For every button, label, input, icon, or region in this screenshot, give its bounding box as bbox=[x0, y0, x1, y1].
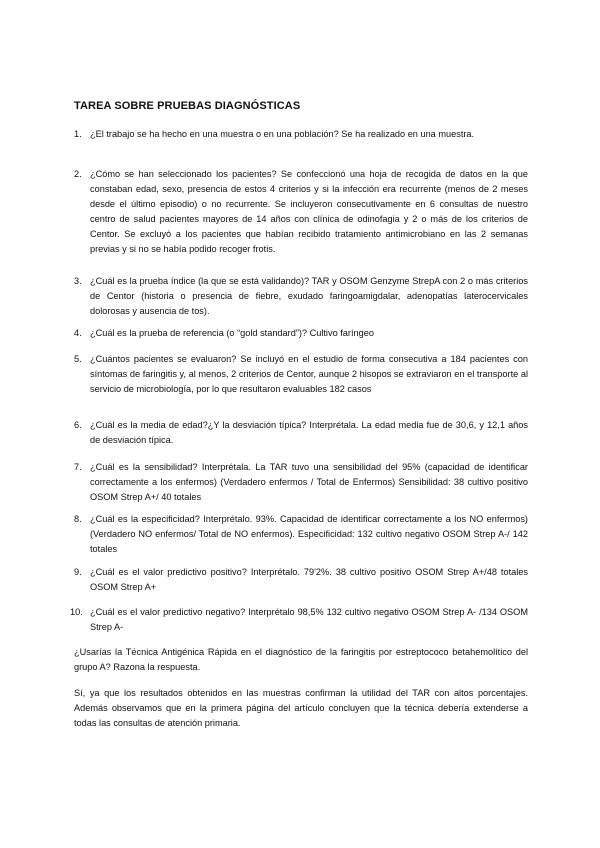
question-text: ¿Cuál es el valor predictivo negativo? Interprétalo 98,5% 132 cultivo negativo OSOM Strep A- /134 OSOM Strep A- bbox=[90, 607, 528, 632]
question-number: 8. bbox=[74, 514, 82, 524]
question-number: 9. bbox=[74, 567, 82, 577]
answer-paragraph: Sí, ya que los resultados obtenidos en las muestras confirman la utilidad del TAR con altos porcentajes. Además observamos que en la primera página del artículo concluyen que la técnica debería extenderse a todas las consultas de atención primaria. bbox=[74, 688, 528, 728]
question-text: ¿Cuál es el valor predictivo positivo? Interprétalo. 79'2%. 38 cultivo positivo OSOM Strep A+/48 totales OSOM Strep A+ bbox=[90, 567, 528, 592]
question-number: 3. bbox=[74, 276, 82, 286]
question-item-4 bbox=[74, 326, 528, 341]
question-number: 2. bbox=[74, 169, 82, 179]
question-number: 4. bbox=[74, 328, 82, 338]
question-number: 5. bbox=[74, 354, 82, 364]
page-title: TAREA SOBRE PRUEBAS DIAGNÓSTICAS bbox=[74, 100, 301, 112]
final-question: ¿Usarías la Técnica Antigénica Rápida en el diagnóstico de la faringitis por estreptococo betahemolítico del grupo A? Razona la respuesta. bbox=[74, 647, 528, 672]
question-text: ¿Cuál es la prueba índice (la que se está validando)? TAR y OSOM Genzyme StrepA con 2 o más criterios de Centor (historia o presencia de fiebre, exudado faringoamigdalar, adenopatías laterocervicales dolorosas y ausencia de tos). bbox=[90, 276, 528, 316]
question-text: ¿Cuántos pacientes se evaluaron? Se incluyó en el estudio de forma consecutiva a 184 pacientes con síntomas de faringitis y, al menos, 2 criterios de Centor, aunque 2 hisopos se extraviaron en el transporte al servicio de microbiología, por lo que resultaron evaluables 182 casos bbox=[90, 354, 528, 394]
question-item-9 bbox=[74, 565, 528, 595]
question-item-3 bbox=[74, 274, 528, 319]
question-number: 7. bbox=[74, 462, 82, 472]
question-item-1 bbox=[74, 127, 528, 142]
question-text: ¿Cuál es la especificidad? Interprétalo. 93%. Capacidad de identificar correctamente a los NO enfermos) (Verdadero NO enfermos/ Total de NO enfermos). Especificidad: 132 cultivo negativo OSOM Strep A-/ 142 totales bbox=[90, 514, 528, 554]
question-item-5 bbox=[74, 352, 528, 397]
question-text: ¿Cómo se han seleccionado los pacientes? Se confeccionó una hoja de recogida de datos en la que constaban edad, sexo, presencia de estos 4 criterios y si la infección era recurrente (menos de 2 meses desde el último episodio) o no recurrente. Se incluyeron consecutivamente en 6 consultas de nuestro centro de salud pacientes mayores de 14 años con clínica de odinofagia y 2 o más de los criterios de Centor. Se excluyó a los pacientes que habían recibido tratamiento antimicrobiano en las 2 semanas previas y si no se había podido recoger frotis. bbox=[90, 169, 528, 254]
question-text: ¿El trabajo se ha hecho en una muestra o en una población? Se ha realizado en una muestra. bbox=[90, 129, 475, 139]
question-text: ¿Cuál es la prueba de referencia (o “gold standard”)? Cultivo faríngeo bbox=[90, 328, 374, 338]
question-number: 1. bbox=[74, 129, 82, 139]
question-number: 6. bbox=[74, 420, 82, 430]
question-text: ¿Cuál es la media de edad?¿Y la desviación típica? Interprétala. La edad media fue de 30,6, y 12,1 años de desviación típica. bbox=[90, 420, 528, 445]
question-item-8 bbox=[74, 512, 528, 557]
question-number: 10. bbox=[70, 607, 83, 617]
question-item-10 bbox=[70, 605, 528, 635]
question-item-2 bbox=[74, 167, 528, 257]
question-text: ¿Cuál es la sensibilidad? Interprétala. La TAR tuvo una sensibilidad del 95% (capacidad de identificar correctamente a los enfermos) (Verdadero enfermos / Total de Enfermos) Sensibilidad: 38 cultivo positivo OSOM Strep A+/ 40 totales bbox=[90, 462, 528, 502]
question-item-6 bbox=[74, 418, 528, 448]
question-item-7 bbox=[74, 460, 528, 505]
